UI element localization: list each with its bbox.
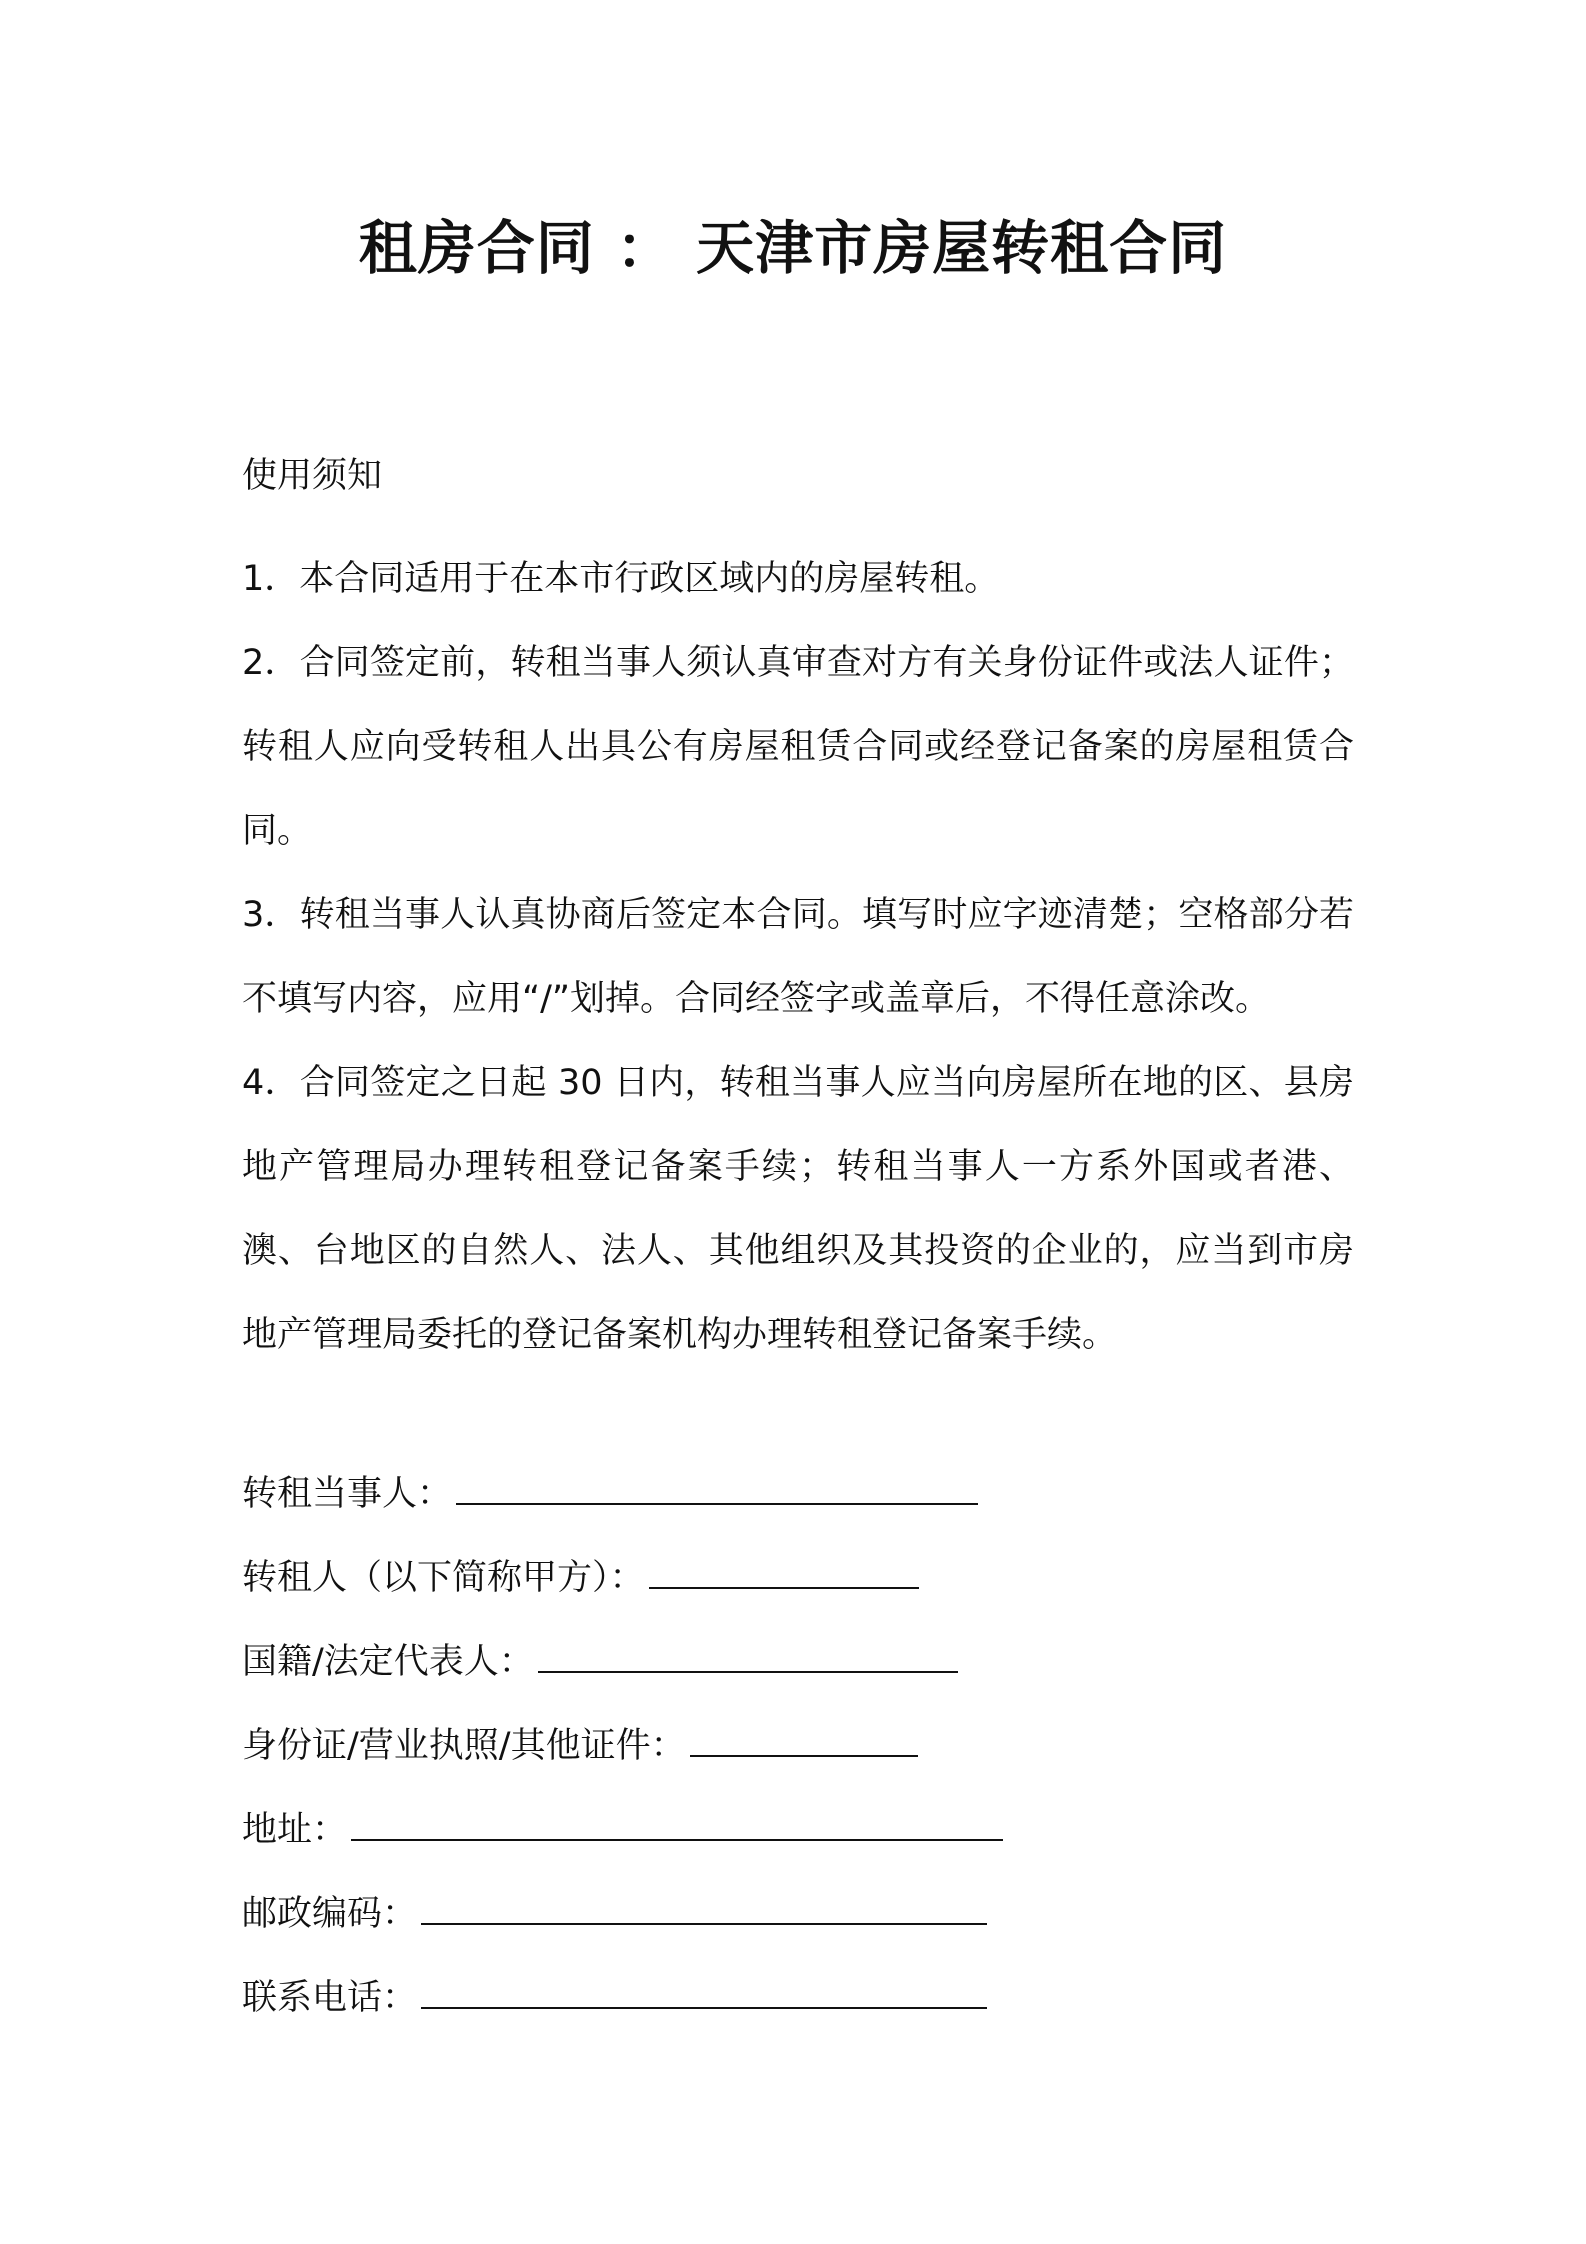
field-label: 转租当事人： [242,1474,453,1514]
sublessor-blank[interactable] [649,1557,919,1589]
field-sublessor [242,1536,1354,1620]
field-address [242,1788,1354,1872]
field-label: 国籍/法定代表人： [242,1642,534,1682]
field-sublease-party [242,1452,1354,1536]
field-nationality-representative [242,1620,1354,1704]
notice-heading: 使用须知 [242,456,383,496]
id-document-blank[interactable] [690,1725,918,1757]
field-postal-code [242,1872,1354,1956]
address-blank[interactable] [351,1809,1003,1841]
sublease-party-blank[interactable] [456,1473,978,1505]
field-label: 联系电话： [242,1978,418,2018]
notice-clause-3: 3．转租当事人认真协商后签定本合同。填写时应字迹清楚；空格部分若不填写内容，应用“/”划掉。合同经签字或盖章后，不得任意涂改。 [242,895,1354,1019]
phone-blank[interactable] [421,1977,987,2009]
field-label: 身份证/营业执照/其他证件： [242,1726,686,1766]
notice-clause-2: 2．合同签定前，转租当事人须认真审查对方有关身份证件或法人证件；转租人应向受转租人出具公有房屋租赁合同或经登记备案的房屋租赁合同。 [242,643,1354,851]
document-title: 租房合同 ： 天津市房屋转租合同 [358,214,1228,282]
nationality-representative-blank[interactable] [538,1641,958,1673]
postal-code-blank[interactable] [421,1893,987,1925]
notice-clauses [242,537,1354,1377]
field-label: 邮政编码： [242,1894,418,1934]
notice-clause-1: 1．本合同适用于在本市行政区域内的房屋转租。 [242,559,1000,599]
field-id-document [242,1704,1354,1788]
notice-clause-4: 4．合同签定之日起 30 日内，转租当事人应当向房屋所在地的区、县房地产管理局办理转租登记备案手续；转租当事人一方系外国或者港、澳、台地区的自然人、法人、其他组织及其投资的企业的，应当到市房地产管理局委托的登记备案机构办理转租登记备案手续。 [242,1063,1354,1355]
field-phone [242,1956,1354,2040]
party-info-form [242,1452,1354,2040]
field-label: 转租人（以下简称甲方）： [242,1558,645,1598]
field-label: 地址： [242,1810,348,1850]
